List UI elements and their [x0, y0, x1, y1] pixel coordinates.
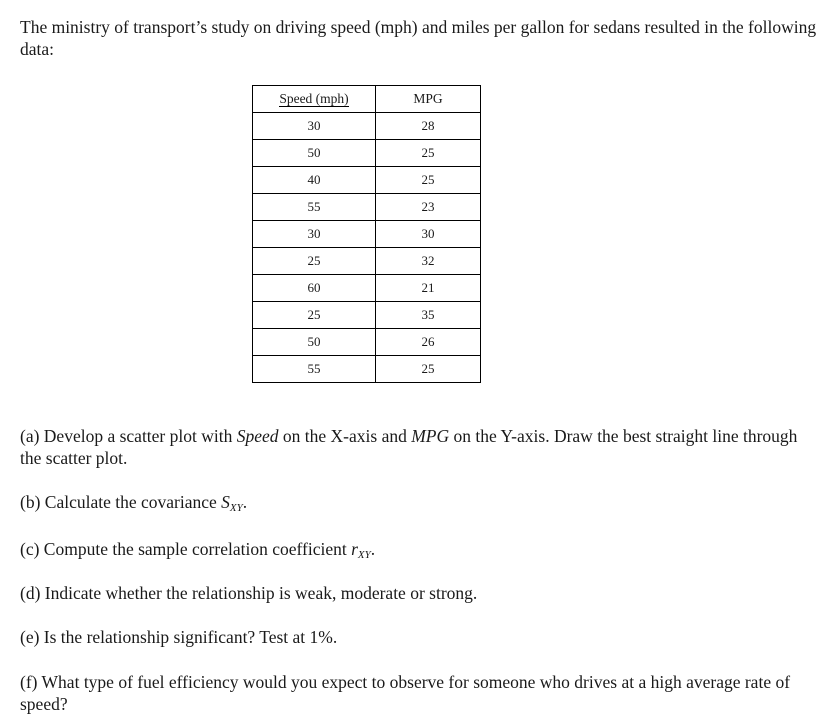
cell-mpg: 32 — [376, 248, 481, 275]
table-row — [253, 302, 481, 329]
cell-mpg: 25 — [376, 167, 481, 194]
table-header-row — [253, 86, 481, 113]
cell-speed: 55 — [253, 356, 376, 383]
header-mpg: MPG — [376, 86, 481, 113]
cell-speed: 60 — [253, 275, 376, 302]
cell-speed: 30 — [253, 113, 376, 140]
question-b: (b) Calculate the covariance $S_{XY}$. — [20, 492, 248, 514]
table-row — [253, 167, 481, 194]
question-a: (a) Develop a scatter plot with Speed on the X-axis and MPG on the Y-axis. Draw the best straight line through the scatter plot. — [20, 426, 798, 468]
cell-speed: 50 — [253, 329, 376, 356]
table-row — [253, 248, 481, 275]
table-row — [253, 194, 481, 221]
cell-speed: 30 — [253, 221, 376, 248]
table-row — [253, 356, 481, 383]
cell-speed: 50 — [253, 140, 376, 167]
cell-mpg: 26 — [376, 329, 481, 356]
cell-mpg: 30 — [376, 221, 481, 248]
table-row — [253, 329, 481, 356]
cell-speed: 25 — [253, 302, 376, 329]
table-row — [253, 221, 481, 248]
cell-speed: 25 — [253, 248, 376, 275]
table-row — [253, 113, 481, 140]
question-c: (c) Compute the sample correlation coefficient $r_{XY}$. — [20, 539, 376, 561]
header-speed: Speed (mph) — [253, 86, 376, 113]
table-row — [253, 140, 481, 167]
cell-speed: 40 — [253, 167, 376, 194]
cell-mpg: 23 — [376, 194, 481, 221]
cell-mpg: 21 — [376, 275, 481, 302]
cell-mpg: 28 — [376, 113, 481, 140]
question-f: (f) What type of fuel efficiency would you expect to observe for someone who drives at a high average rate of speed? — [20, 672, 791, 714]
cell-mpg: 25 — [376, 140, 481, 167]
cell-speed: 55 — [253, 194, 376, 221]
intro-paragraph: The ministry of transport’s study on driving speed (mph) and miles per gallon for sedans resulted in the following data: — [20, 17, 817, 59]
data-table — [252, 85, 481, 383]
cell-mpg: 25 — [376, 356, 481, 383]
question-d: (d) Indicate whether the relationship is weak, moderate or strong. — [20, 583, 478, 603]
question-e: (e) Is the relationship significant? Test at 1%. — [20, 627, 338, 647]
table-row — [253, 275, 481, 302]
cell-mpg: 35 — [376, 302, 481, 329]
